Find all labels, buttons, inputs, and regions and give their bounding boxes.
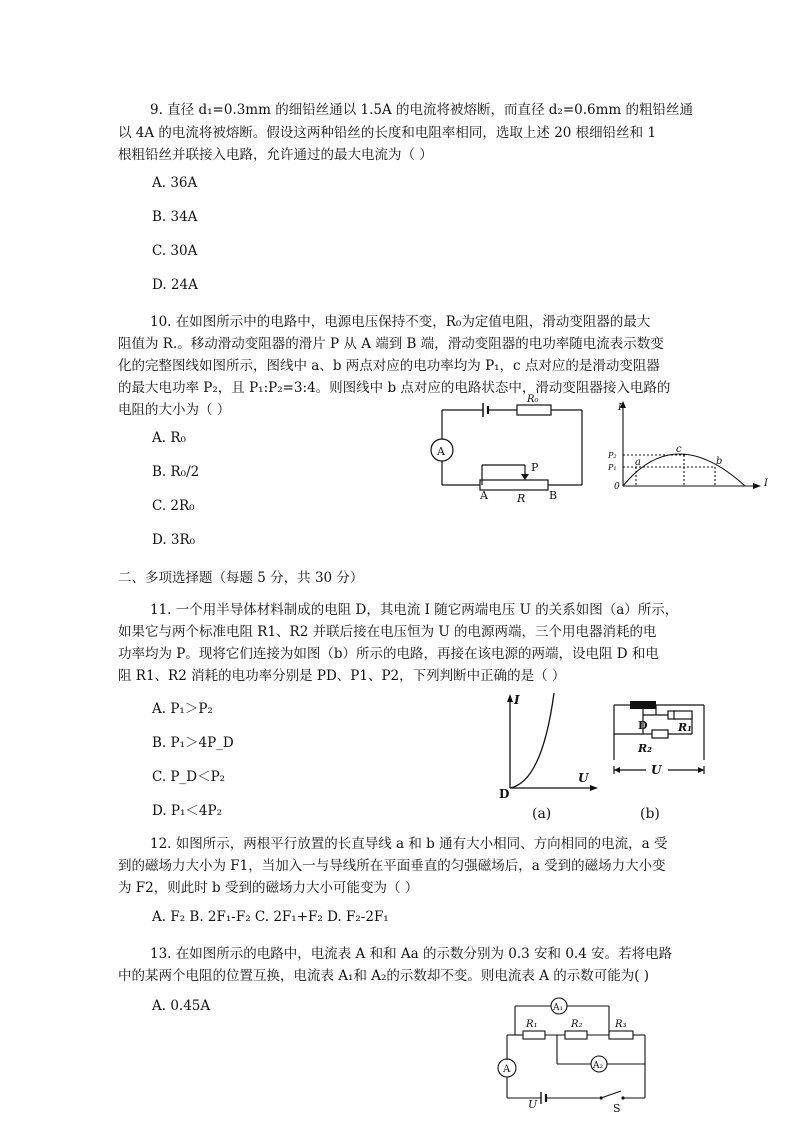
q11-option-d: D. P₁＜4P₂ — [152, 803, 223, 819]
q9-option-a: A. 36A — [152, 175, 198, 191]
q11-fig-a-caption: (a) — [532, 806, 552, 822]
q9-option-d: D. 24A — [152, 277, 198, 293]
q12-line-1: 12. 如图所示，两根平行放置的长直导线 a 和 b 通有大小相同、方向相同的电流，a 受 — [150, 836, 668, 852]
q11-fig-b-r2-label: R₂ — [638, 742, 652, 755]
q11-option-a: A. P₁＞P₂ — [152, 701, 213, 717]
q11-line-3: 功率均为 P。现将它们连接为如图（b）所示的电路，再接在该电源的两端，设电阻 D 和电 — [118, 646, 659, 662]
q11-fig-b-caption: (b) — [640, 806, 660, 822]
q11-line-1: 11. 一个用半导体材料制成的电阻 D，其电流 I 随它两端电压 U 的关系如图（a）所示， — [150, 602, 679, 618]
q10-ammeter-label: A — [437, 445, 445, 458]
q10-option-d: D. 3R₀ — [152, 532, 196, 548]
q11-fig-a-u-axis: U — [578, 771, 589, 785]
q10-line-2: 阻值为 R.。移动滑动变阻器的滑片 P 从 A 端到 B 端，滑动变阻器的电功率随电流表示数变 — [118, 336, 664, 352]
q13-a1-label: A₁ — [553, 1003, 564, 1013]
q9-line-2: 以 4A 的电流将被熔断。假设这两种铅丝的长度和电阻率相同，选取上述 20 根细铅丝和 1 — [118, 125, 657, 141]
q13-r1-label: R₁ — [526, 1019, 538, 1030]
q13-line-2: 中的某两个电阻的位置互换，电流表 A₁和 A₂的示数却不变。则电流表 A 的示数可能为( ) — [118, 968, 650, 984]
q11-line-4: 阻 R1、R2 消耗的电功率分别是 PD、P1、P2，下列判断中正确的是（ ） — [118, 668, 566, 684]
q10-end-b-label: B — [549, 489, 558, 502]
q10-option-b: B. R₀/2 — [152, 464, 200, 480]
q10-graph-point-c: c — [676, 444, 682, 455]
q13-r3-label: R₃ — [615, 1019, 627, 1030]
q10-graph-i-axis: I — [764, 478, 768, 489]
q10-graph-p2: P₂ — [608, 451, 617, 460]
q11-figure-b-circuit — [608, 690, 708, 824]
q10-line-3: 化的完整图线如图所示，图线中 a、b 两点对应的电功率均为 P₁，c 点对应的是滑动变阻器 — [118, 358, 660, 374]
q11-option-c: C. P_D＜P₂ — [152, 769, 226, 785]
q10-graph-point-b: b — [716, 456, 723, 467]
q13-line-1: 13. 在如图所示的电路中，电流表 A 和和 Aa 的示数分别为 0.3 安和 0.4 安。若将电路 — [150, 946, 673, 962]
q11-line-2: 如果它与两个标准电阻 R1、R2 并联后接在电压恒为 U 的电源两端，三个用电器消耗的电 — [118, 624, 657, 640]
q10-line-5: 电阻的大小为（ ） — [118, 402, 231, 418]
q10-option-c: C. 2R₀ — [152, 498, 195, 514]
q12-line-2: 到的磁场力大小为 F1，当加入一与导线所在平面垂直的匀强磁场后，a 受到的磁场力大小变 — [118, 858, 666, 874]
q10-circuit-diagram — [425, 395, 605, 510]
q11-figure-a-iu-curve — [492, 690, 604, 824]
q13-r2-label: R₂ — [571, 1019, 583, 1030]
q10-line-1: 10. 在如图所示中的电路中，电源电压保持不变，R₀为定值电阻，滑动变阻器的最大 — [150, 314, 651, 330]
q10-end-a-label: A — [480, 489, 488, 502]
q10-graph-point-a: a — [635, 457, 641, 468]
q9-line-3: 根粗铅丝并联接入电路，允许通过的最大电流为（ ） — [118, 147, 433, 163]
q10-graph-p1: P₁ — [608, 463, 617, 472]
q10-graph-origin: 0 — [614, 482, 620, 492]
q10-option-a: A. R₀ — [152, 430, 186, 446]
q13-circuit-diagram — [495, 994, 655, 1116]
q10-power-graph — [605, 398, 775, 493]
q12-line-3: 为 F2，则此时 b 受到的磁场力大小可能变为（ ） — [118, 880, 419, 896]
q11-fig-b-u-label: U — [651, 763, 662, 777]
q9-line-1: 9. 直径 d₁=0.3mm 的细铅丝通以 1.5A 的电流将被熔断，而直径 d₂=0.6mm 的粗铅丝通 — [150, 102, 694, 118]
q10-graph-p-axis: P — [618, 403, 625, 413]
q10-line-4: 的最大电功率 P₂，且 P₁:P₂=3:4。则图线中 b 点对应的电路状态中，滑动变阻器接入电路的 — [118, 380, 671, 396]
q9-option-c: C. 30A — [152, 243, 198, 259]
q13-a2-label: A₂ — [593, 1061, 604, 1071]
q10-r0-label: R₀ — [527, 394, 539, 405]
q13-a-label: A — [503, 1064, 511, 1075]
section-2-heading: 二、多项选择题（每题 5 分，共 30 分） — [118, 570, 364, 586]
q13-s-label: S — [613, 1102, 621, 1115]
q13-option-a: A. 0.45A — [152, 998, 211, 1014]
q9-option-b: B. 34A — [152, 209, 198, 225]
q13-u-label: U — [528, 1098, 538, 1111]
q10-slider-p-label: P — [531, 461, 539, 474]
q11-fig-a-origin: D — [499, 787, 510, 801]
q11-option-b: B. P₁＞4P_D — [152, 735, 234, 751]
q11-fig-a-i-axis: I — [514, 693, 520, 707]
q10-rheostat-r-label: R — [517, 492, 526, 505]
q11-fig-b-r1-label: R₁ — [678, 721, 692, 734]
q11-fig-b-d-label: D — [638, 719, 648, 732]
q12-options: A. F₂ B. 2F₁-F₂ C. 2F₁+F₂ D. F₂-2F₁ — [152, 909, 389, 925]
